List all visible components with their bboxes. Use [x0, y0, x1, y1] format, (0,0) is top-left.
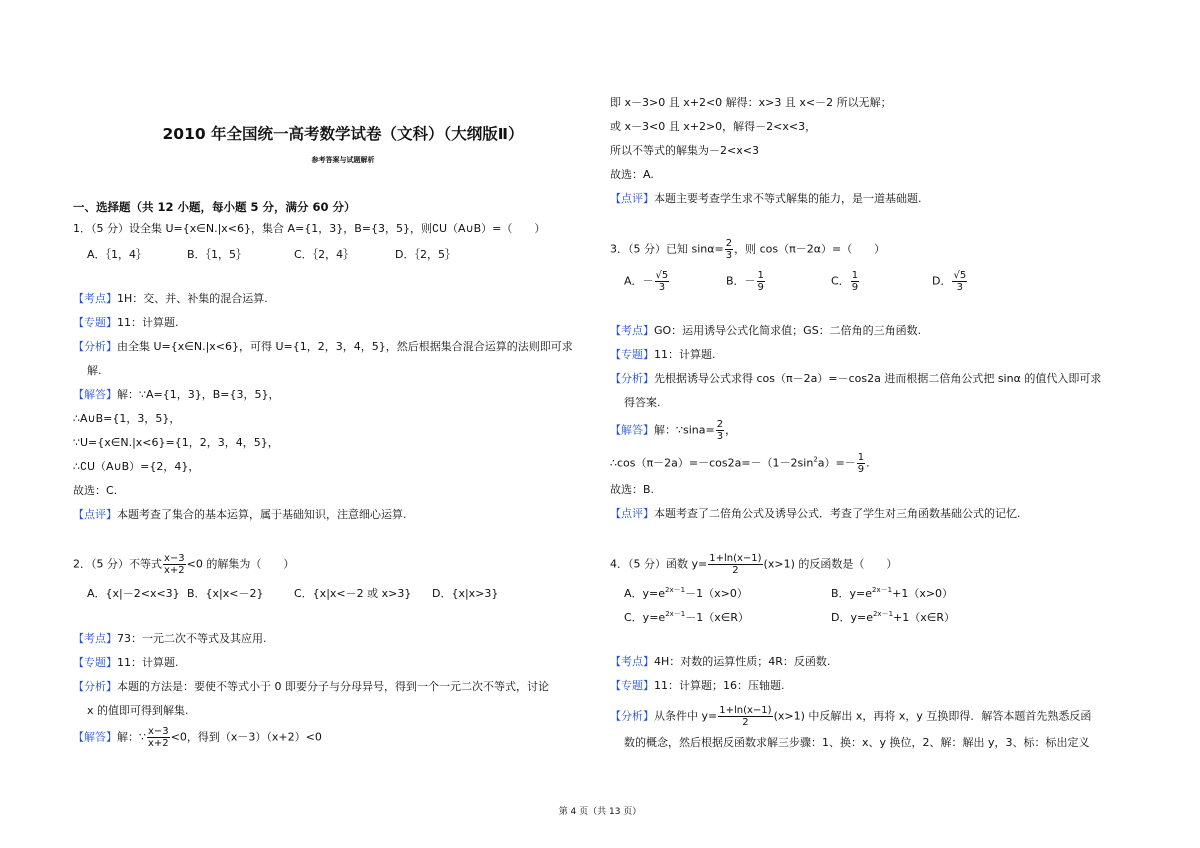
q2-cont-1: 即 x－3>0 且 x+2<0 解得：x>3 且 x<－2 所以无解；: [610, 96, 892, 109]
q4-option-c-pre: C．y=e: [624, 611, 666, 624]
q1-zhuanti-text: 11：计算题.: [117, 316, 179, 329]
q4-fenxi: [610, 705, 1091, 728]
tag-fenxi: 【分析】: [610, 709, 654, 723]
q2-kaodian-text: 73：一元二次不等式及其应用.: [117, 632, 267, 645]
q2-jieda-post: <0，得到（x－3）（x+2）<0: [170, 730, 322, 744]
q1-fenxi: [73, 340, 573, 354]
q3-option-c-num: 1: [851, 270, 859, 281]
q4-option-c-sup: 2x－1: [665, 610, 686, 618]
q3-option-a-frac: [655, 270, 670, 293]
q3-jieda2-den: 9: [857, 464, 865, 475]
q3-option-c-label: C．: [831, 274, 850, 288]
q3-jieda-num: 2: [716, 419, 724, 430]
page-footer: 第 4 页（共 13 页）: [558, 807, 642, 817]
q4-stem-den: 2: [732, 565, 739, 576]
tag-dianping: 【点评】: [610, 192, 654, 205]
q1-jieda: [73, 388, 280, 402]
tag-zhuanti: 【专题】: [73, 316, 117, 329]
q1-answer: 故选：C.: [73, 484, 118, 497]
q2-jieda-pre: 解：∵: [117, 730, 146, 744]
q3-option-d: [932, 270, 968, 293]
q2-option-c: C．{x|x<－2 或 x>3}: [294, 587, 412, 600]
q4-kaodian: [610, 655, 830, 669]
q2-jieda-fraction: [147, 726, 170, 749]
q1-option-c: C．｛2，4｝: [294, 248, 355, 261]
q4-option-d-pre: D．y=e: [831, 611, 873, 624]
q2-cont-3: 所以不等式的解集为－2<x<3: [610, 144, 759, 157]
q4-fenxi-num: 1+ln(x−1): [719, 705, 772, 716]
q4-stem: [610, 553, 897, 576]
q3-fenxi-cont: 得答案.: [624, 396, 661, 409]
q3-option-b: [726, 270, 766, 293]
q2-fenxi-text: 本题的方法是：要使不等式小于 0 即要分子与分母异号，得到一个一元二次不等式，讨论: [117, 680, 549, 693]
q3-option-b-den: 9: [757, 282, 764, 293]
q3-option-d-den: 3: [956, 282, 964, 293]
tag-kaodian: 【考点】: [610, 655, 654, 668]
q4-option-d-sup: 2x－1: [872, 610, 894, 618]
q1-option-b: B．｛1，5｝: [187, 248, 248, 261]
q4-options: [624, 585, 1144, 625]
page-subtitle: 参考答案与试题解析: [311, 156, 375, 164]
q2-dianping: [610, 192, 922, 206]
section-heading: 一、选择题（共 12 小题，每小题 5 分，满分 60 分）: [73, 200, 356, 214]
tag-jieda: 【解答】: [610, 423, 654, 437]
q4-option-d: [831, 609, 955, 625]
q3-option-a-num: √5: [655, 270, 669, 281]
q4-option-b-pre: B．y=e: [831, 587, 873, 600]
tag-kaodian: 【考点】: [73, 292, 117, 305]
q2-frac-num: x−3: [164, 553, 185, 564]
tag-kaodian: 【考点】: [73, 632, 117, 645]
q4-option-c-post: －1（x∈R）: [685, 611, 749, 624]
q4-option-b-sup: 2x－1: [872, 586, 893, 594]
q2-zhuanti: [73, 656, 179, 670]
q3-options: [624, 270, 1144, 294]
q4-stem-num: 1+ln(x−1): [709, 553, 762, 564]
q4-zhuanti: [610, 679, 785, 693]
q2-options: [87, 585, 607, 599]
q3-option-a-den: 3: [658, 282, 666, 293]
q4-option-a-post: －1（x>0）: [685, 587, 748, 600]
page-title: 2010 年全国统一高考数学试卷（文科）（大纲版Ⅱ）: [162, 125, 524, 143]
tag-zhuanti: 【专题】: [610, 679, 654, 692]
q3-stem-fraction: [725, 238, 733, 261]
q3-option-b-frac: [757, 270, 765, 293]
q4-option-b-post: +1（x>0）: [892, 587, 954, 600]
tag-zhuanti: 【专题】: [610, 348, 654, 361]
q1-jieda-2: ∴A∪B={1，3，5}，: [73, 412, 181, 425]
q3-jieda2-num: 1: [857, 452, 865, 463]
q3-option-c-frac: [851, 270, 859, 293]
q3-stem: [610, 238, 885, 261]
q3-option-d-frac: [952, 270, 967, 293]
q2-option-a: A．{x|－2<x<3}: [87, 587, 180, 600]
q2-fraction: [163, 553, 186, 576]
q2-cont-2: 或 x－3<0 且 x+2>0，解得－2<x<3，: [610, 120, 817, 133]
q1-option-a: A．｛1，4｝: [87, 248, 148, 261]
tag-dianping: 【点评】: [73, 508, 117, 521]
q3-jieda: [610, 419, 736, 442]
q4-stem-fraction: [708, 553, 762, 576]
q1-zhuanti: [73, 316, 179, 330]
tag-kaodian: 【考点】: [610, 324, 654, 337]
q3-fenxi-text: 先根据诱导公式求得 cos（π－2a）=－cos2a 进而根据二倍角公式把 sinα 的值代入即可求: [654, 372, 1102, 385]
q4-fenxi-pre: 从条件中 y=: [654, 709, 718, 723]
q1-kaodian: [73, 292, 268, 306]
q1-fenxi-text: 由全集 U={x∈N.|x<6}，可得 U={1，2，3，4，5}，然后根据集合混合运算的法则即可求: [117, 340, 573, 353]
q3-kaodian: [610, 324, 921, 338]
q1-jieda-3: ∵U={x∈N.|x<6}={1，2，3，4，5}，: [73, 436, 279, 449]
tag-fenxi: 【分析】: [610, 372, 654, 385]
tag-zhuanti: 【专题】: [73, 656, 117, 669]
q2-kaodian: [73, 632, 267, 646]
q2-fenxi: [73, 680, 549, 694]
tag-dianping: 【点评】: [610, 507, 654, 520]
tag-fenxi: 【分析】: [73, 340, 117, 353]
q4-option-d-post: +1（x∈R）: [893, 611, 955, 624]
q2-answer: 故选：A.: [610, 168, 654, 181]
q1-options: [87, 246, 607, 260]
q4-option-a-pre: A．y=e: [624, 587, 666, 600]
q1-jieda-text: 解：∵A={1，3}，B={3，5}，: [117, 388, 280, 401]
q2-stem-pre: 2．（5 分）不等式: [73, 557, 162, 571]
q1-jieda-4: ∴∁U（A∪B）={2，4}，: [73, 460, 200, 473]
q3-option-a: [624, 270, 670, 293]
q1-kaodian-text: 1H：交、并、补集的混合运算.: [117, 292, 268, 305]
q3-option-c-den: 9: [851, 282, 859, 293]
q3-jieda-fraction: [716, 419, 724, 442]
q3-fenxi: [610, 372, 1101, 386]
q4-option-b: [831, 585, 953, 601]
q3-option-b-num: 1: [757, 270, 764, 281]
q2-option-d: D．{x|x>3}: [432, 587, 499, 600]
q1-stem: 1．（5 分）设全集 U={x∈N.|x<6}，集合 A={1，3}，B={3，5}，则∁U（A∪B）=（ ）: [73, 222, 546, 235]
q4-option-a-sup: 2x－1: [665, 586, 686, 594]
q4-fenxi-den: 2: [742, 717, 749, 728]
q3-stem-post: ，则 cos（π－2α）=（ ）: [734, 242, 886, 256]
q3-dianping: [610, 507, 1021, 521]
q3-jieda2-fraction: [857, 452, 865, 475]
q3-option-d-label: D．: [932, 274, 952, 288]
q4-option-a: [624, 585, 748, 601]
q2-fenxi-cont: x 的值即可得到解集.: [87, 704, 189, 717]
q3-answer: 故选：B.: [610, 483, 655, 496]
q2-stem-post: <0 的解集为（ ）: [186, 557, 295, 571]
q3-jieda2-pre: ∴cos（π－2a）=－cos2a=－（1－2sin: [610, 456, 814, 470]
q3-zhuanti: [610, 348, 716, 362]
q3-option-a-label: A．－: [624, 274, 654, 288]
q3-stem-num: 2: [725, 238, 733, 249]
tag-fenxi: 【分析】: [73, 680, 117, 693]
q1-dianping: [73, 508, 407, 522]
q4-fenxi-post: (x>1) 中反解出 x，再将 x，y 互换即得．解答本题首先熟悉反函: [773, 709, 1092, 723]
q4-fenxi-cont: 数的概念，然后根据反函数求解三步骤：1、换：x、y 换位，2、解：解出 y，3、标：标出定义: [624, 736, 1090, 749]
q3-stem-den: 3: [725, 250, 733, 261]
q2-option-b: B．{x|x<－2}: [187, 587, 264, 600]
tag-jieda: 【解答】: [73, 388, 117, 401]
q3-option-b-label: B．－: [726, 274, 756, 288]
q2-dianping-text: 本题主要考查学生求不等式解集的能力，是一道基础题.: [654, 192, 922, 205]
q2-jieda-frac-den: x+2: [148, 738, 169, 749]
q4-stem-post: (x>1) 的反函数是（ ）: [763, 557, 898, 571]
q3-jieda-post: ，: [725, 423, 737, 437]
q3-zhuanti-text: 11：计算题.: [654, 348, 716, 361]
q4-zhuanti-text: 11：计算题；16：压轴题.: [654, 679, 785, 692]
q3-dianping-text: 本题考查了二倍角公式及诱导公式．考查了学生对三角函数基础公式的记忆.: [654, 507, 1021, 520]
q3-jieda2-sup: 2: [813, 455, 818, 464]
q4-stem-pre: 4．（5 分）函数 y=: [610, 557, 708, 571]
q3-jieda-2: [610, 452, 870, 475]
q3-jieda2-post: .: [866, 456, 870, 470]
q1-option-d: D．｛2，5｝: [395, 248, 456, 261]
q2-jieda: [73, 726, 322, 749]
q3-jieda2-mid: a）=－: [817, 456, 856, 470]
tag-jieda: 【解答】: [73, 730, 117, 744]
q2-frac-den: x+2: [164, 565, 185, 576]
q2-jieda-frac-num: x−3: [148, 726, 169, 737]
q4-option-c: [624, 609, 749, 625]
q3-option-d-num: √5: [953, 270, 967, 281]
q3-kaodian-text: GO：运用诱导公式化简求值；GS：二倍角的三角函数.: [654, 324, 922, 337]
q3-jieda-pre: 解：∵sina=: [654, 423, 715, 437]
q2-zhuanti-text: 11：计算题.: [117, 656, 179, 669]
q3-jieda-den: 3: [716, 431, 724, 442]
q4-kaodian-text: 4H：对数的运算性质；4R：反函数.: [654, 655, 831, 668]
q1-fenxi-cont: 解.: [87, 364, 102, 377]
q2-stem: [73, 553, 294, 576]
q3-option-c: [831, 270, 860, 293]
q3-stem-pre: 3．（5 分）已知 sinα=: [610, 242, 724, 256]
q4-fenxi-fraction: [718, 705, 772, 728]
q1-dianping-text: 本题考查了集合的基本运算，属于基础知识，注意细心运算.: [117, 508, 407, 521]
